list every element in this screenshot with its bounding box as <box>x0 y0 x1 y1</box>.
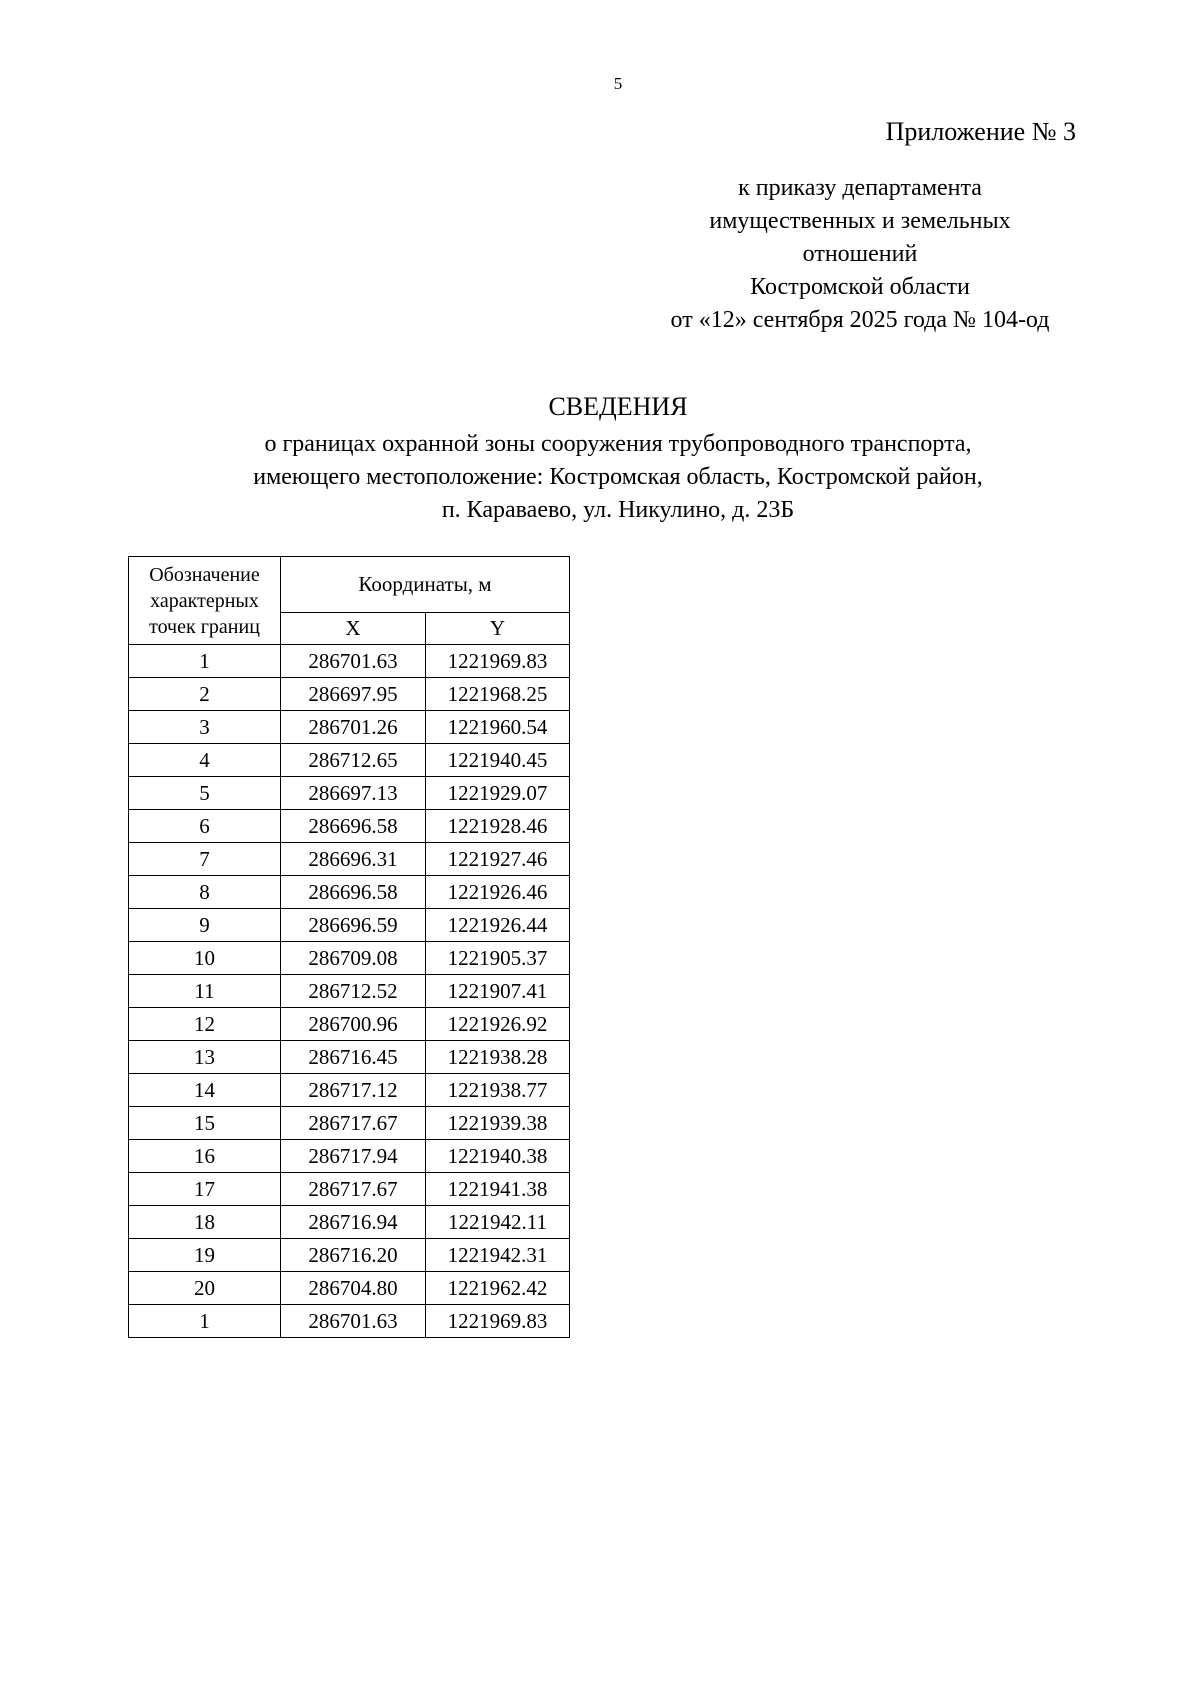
point-cell: 3 <box>129 711 281 744</box>
table-row <box>129 1239 570 1272</box>
y-coordinate-cell: 1221940.38 <box>426 1140 570 1173</box>
x-coordinate-cell: 286701.63 <box>281 645 426 678</box>
x-coordinate-cell: 286717.12 <box>281 1074 426 1107</box>
table-row <box>129 744 570 777</box>
point-cell: 12 <box>129 1008 281 1041</box>
point-cell: 9 <box>129 909 281 942</box>
x-header: X <box>281 613 426 645</box>
subtitle-line: п. Караваево, ул. Никулино, д. 23Б <box>441 497 795 523</box>
y-coordinate-cell: 1221926.44 <box>426 909 570 942</box>
table-row <box>129 1173 570 1206</box>
table-row <box>129 1074 570 1107</box>
x-coordinate-cell: 286701.26 <box>281 711 426 744</box>
table-row <box>129 843 570 876</box>
x-coordinate-cell: 286697.13 <box>281 777 426 810</box>
subtitle-line: имеющего местоположение: Костромская область, Костромской район, <box>253 464 983 490</box>
y-coordinate-cell: 1221907.41 <box>426 975 570 1008</box>
table-row <box>129 1107 570 1140</box>
coordinates-table-body <box>129 645 570 1338</box>
y-coordinate-cell: 1221938.77 <box>426 1074 570 1107</box>
y-coordinate-cell: 1221929.07 <box>426 777 570 810</box>
table-row <box>129 678 570 711</box>
y-coordinate-cell: 1221926.46 <box>426 876 570 909</box>
x-coordinate-cell: 286712.65 <box>281 744 426 777</box>
x-coordinate-cell: 286696.58 <box>281 810 426 843</box>
y-coordinate-cell: 1221969.83 <box>426 645 570 678</box>
table-row <box>129 1206 570 1239</box>
point-cell: 2 <box>129 678 281 711</box>
order-line: имущественных и земельных <box>709 208 1011 234</box>
y-coordinate-cell: 1221905.37 <box>426 942 570 975</box>
coordinates-table <box>128 556 570 1338</box>
page-number: 5 <box>613 74 623 93</box>
x-coordinate-cell: 286700.96 <box>281 1008 426 1041</box>
table-row <box>129 1041 570 1074</box>
point-cell: 6 <box>129 810 281 843</box>
y-coordinate-cell: 1221928.46 <box>426 810 570 843</box>
point-cell: 5 <box>129 777 281 810</box>
table-row <box>129 777 570 810</box>
point-cell: 1 <box>129 1305 281 1338</box>
point-cell: 10 <box>129 942 281 975</box>
y-coordinate-cell: 1221938.28 <box>426 1041 570 1074</box>
point-cell: 14 <box>129 1074 281 1107</box>
y-coordinate-cell: 1221940.45 <box>426 744 570 777</box>
order-line: отношений <box>802 241 918 267</box>
point-cell: 8 <box>129 876 281 909</box>
y-header: Y <box>426 613 570 645</box>
x-coordinate-cell: 286709.08 <box>281 942 426 975</box>
point-cell: 20 <box>129 1272 281 1305</box>
y-coordinate-cell: 1221962.42 <box>426 1272 570 1305</box>
x-coordinate-cell: 286716.94 <box>281 1206 426 1239</box>
point-cell: 18 <box>129 1206 281 1239</box>
subtitle-line: о границах охранной зоны сооружения трубопроводного транспорта, <box>264 431 972 457</box>
document-subtitle <box>0 428 1200 527</box>
table-row <box>129 942 570 975</box>
x-coordinate-cell: 286712.52 <box>281 975 426 1008</box>
y-coordinate-cell: 1221968.25 <box>426 678 570 711</box>
point-cell: 4 <box>129 744 281 777</box>
y-coordinate-cell: 1221942.31 <box>426 1239 570 1272</box>
y-coordinate-cell: 1221927.46 <box>426 843 570 876</box>
y-coordinate-cell: 1221939.38 <box>426 1107 570 1140</box>
table-row <box>129 975 570 1008</box>
point-cell: 15 <box>129 1107 281 1140</box>
x-coordinate-cell: 286696.31 <box>281 843 426 876</box>
table-row <box>129 1008 570 1041</box>
table-row <box>129 1272 570 1305</box>
table-row <box>129 645 570 678</box>
x-coordinate-cell: 286704.80 <box>281 1272 426 1305</box>
x-coordinate-cell: 286697.95 <box>281 678 426 711</box>
point-cell: 7 <box>129 843 281 876</box>
point-cell: 11 <box>129 975 281 1008</box>
order-line-date: от «12» сентября 2025 года № 104-од <box>670 307 1050 333</box>
y-coordinate-cell: 1221926.92 <box>426 1008 570 1041</box>
point-cell: 19 <box>129 1239 281 1272</box>
y-coordinate-cell: 1221969.83 <box>426 1305 570 1338</box>
point-label-header: Обозначение характерных точек границ <box>129 557 281 645</box>
y-coordinate-cell: 1221942.11 <box>426 1206 570 1239</box>
appendix-title: Приложение № 3 <box>885 117 1076 146</box>
y-coordinate-cell: 1221960.54 <box>426 711 570 744</box>
x-coordinate-cell: 286717.94 <box>281 1140 426 1173</box>
table-row <box>129 1305 570 1338</box>
x-coordinate-cell: 286717.67 <box>281 1173 426 1206</box>
point-cell: 16 <box>129 1140 281 1173</box>
point-cell: 17 <box>129 1173 281 1206</box>
x-coordinate-cell: 286717.67 <box>281 1107 426 1140</box>
x-coordinate-cell: 286701.63 <box>281 1305 426 1338</box>
table-row <box>129 876 570 909</box>
table-row <box>129 810 570 843</box>
x-coordinate-cell: 286696.59 <box>281 909 426 942</box>
x-coordinate-cell: 286696.58 <box>281 876 426 909</box>
x-coordinate-cell: 286716.20 <box>281 1239 426 1272</box>
table-row <box>129 711 570 744</box>
x-coordinate-cell: 286716.45 <box>281 1041 426 1074</box>
order-line: Костромской области <box>750 274 970 300</box>
y-coordinate-cell: 1221941.38 <box>426 1173 570 1206</box>
table-row <box>129 1140 570 1173</box>
point-cell: 13 <box>129 1041 281 1074</box>
order-line: к приказу департамента <box>738 175 982 201</box>
table-row <box>129 909 570 942</box>
document-heading: СВЕДЕНИЯ <box>548 392 688 421</box>
coordinates-header: Координаты, м <box>281 557 570 613</box>
order-reference <box>600 172 1120 337</box>
point-cell: 1 <box>129 645 281 678</box>
